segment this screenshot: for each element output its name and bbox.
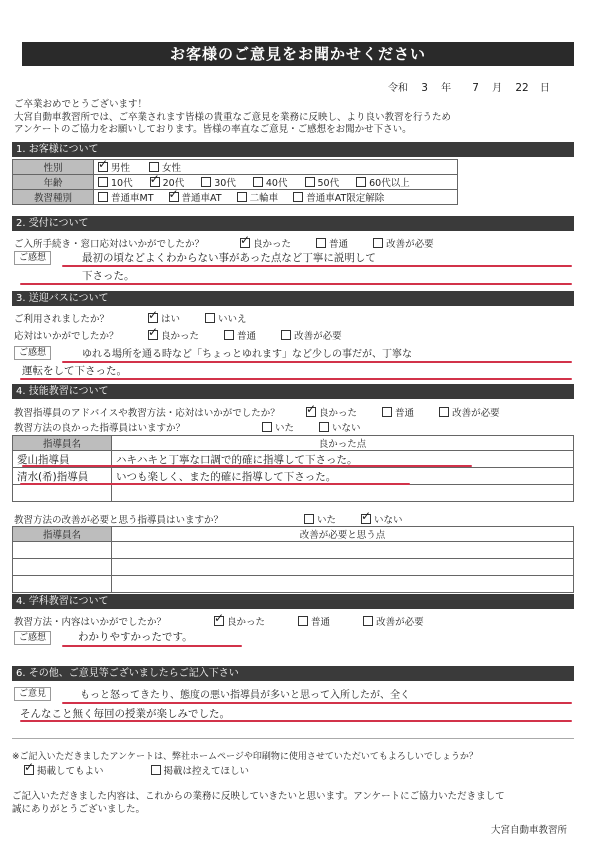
checkbox[interactable] [151, 765, 161, 775]
option-label: 普通 [329, 239, 349, 250]
section-bus-header: 3. 送迎バスについて [12, 291, 574, 306]
bus-use-question: ご利用されましたか？ [14, 314, 110, 325]
table-row-point [112, 542, 574, 559]
table-row-name [13, 576, 112, 593]
underline [62, 361, 572, 363]
option-label: いない [332, 423, 361, 434]
good-instructor-question: 教習方法の良かった指導員はいますか？ [14, 423, 186, 434]
option-label: 男性 [111, 163, 131, 174]
underline [20, 720, 572, 722]
improve-instructor-options [304, 512, 403, 526]
date-year-unit: 年 [441, 83, 452, 94]
table-row-name [13, 542, 112, 559]
option-label: 60代以上 [369, 178, 410, 189]
checkbox[interactable] [361, 514, 371, 524]
checkbox[interactable] [98, 162, 108, 172]
checkbox[interactable] [293, 192, 303, 202]
checkbox[interactable] [148, 330, 158, 340]
checkbox[interactable] [298, 616, 308, 626]
table-row-name [13, 468, 112, 485]
checkbox[interactable] [356, 177, 366, 187]
checkbox[interactable] [240, 238, 250, 248]
option-label: 普通車MT [111, 193, 154, 204]
reception-question: ご入所手続き・窓口応対はいかがでしたか？ [14, 239, 205, 250]
closing-line: ご記入いただきました内容は、これからの業務に反映していきたいと思います。アンケートにご協力いただきまして [12, 791, 505, 802]
checkbox[interactable] [169, 192, 179, 202]
date-year: 3 [421, 82, 428, 94]
checkbox[interactable] [382, 407, 392, 417]
date-day: 22 [515, 82, 529, 94]
checkbox[interactable] [439, 407, 449, 417]
checkbox[interactable] [305, 177, 315, 187]
footer-school-name: 大宮自動車教習所 [490, 825, 567, 836]
date-month: 7 [472, 82, 479, 94]
option-label: 50代 [317, 178, 340, 189]
option-label: いない [374, 515, 403, 526]
option-label: 普通 [311, 617, 331, 628]
option-label: 二輪車 [249, 193, 279, 204]
comment-label: ご感想 [14, 346, 51, 360]
comment-label: ご感想 [14, 631, 51, 645]
col-instructor-name: 指導員名 [13, 527, 112, 542]
divider [12, 738, 574, 739]
table-row-name [13, 559, 112, 576]
option-label: 普通車AT限定解除 [306, 193, 385, 204]
col-instructor-name: 指導員名 [13, 436, 112, 451]
checkbox[interactable] [150, 177, 160, 187]
improve-instructor-question: 教習方法の改善が必要と思う指導員はいますか？ [14, 515, 224, 526]
instructor-question: 教習指導員のアドバイスや教習方法・応対はいかがでしたか？ [14, 408, 280, 419]
section-reception-header: 2. 受付について [12, 216, 574, 231]
handwritten-comment: 下さった。 [82, 270, 135, 282]
table-row-point [112, 468, 574, 485]
opinion-label: ご意見 [14, 687, 51, 701]
checkbox[interactable] [205, 313, 215, 323]
customer-info-table [12, 159, 458, 205]
checkbox[interactable] [224, 330, 234, 340]
date-day-unit: 日 [539, 83, 550, 94]
option-label: 改善が必要 [386, 239, 434, 250]
option-label: 良かった [227, 617, 266, 628]
date-line [388, 79, 550, 94]
option-label: 普通 [395, 408, 415, 419]
closing-line: 誠にありがとうございました。 [12, 803, 146, 815]
option-label: 10代 [111, 178, 133, 189]
checkbox[interactable] [304, 514, 314, 524]
reception-options [240, 236, 434, 250]
option-label: いいえ [218, 314, 247, 325]
underline [20, 283, 572, 285]
checkbox[interactable] [306, 407, 316, 417]
option-label: 良かった [253, 239, 292, 250]
handwritten-comment: そんなこと無く毎回の授業が楽しみでした。 [20, 708, 230, 720]
section-driving-header: 4. 技能教習について [12, 384, 574, 399]
checkbox[interactable] [201, 177, 211, 187]
handwritten-comment: わかりやすかったです。 [78, 631, 193, 643]
checkbox[interactable] [262, 422, 272, 432]
age-label: 年齢 [13, 175, 94, 190]
handwritten-point: ハキハキと丁寧な口調で的確に指導して下さった。 [116, 453, 358, 466]
checkbox[interactable] [373, 238, 383, 248]
section-other-header: 6. その他、ご意見等ございましたらご記入下さい [12, 666, 574, 681]
intro-line: 大宮自動車教習所では、ご卒業されます皆様の貴重なご意見を業務に反映し、より良い教習を行うため [14, 111, 452, 123]
gender-label: 性別 [13, 160, 94, 175]
option-label: 普通車AT [181, 193, 222, 204]
option-label: 改善が必要 [452, 408, 500, 419]
form-title: お客様のご意見をお聞かせください [22, 42, 574, 66]
lecture-question: 教習方法・内容はいかがでしたか？ [14, 617, 167, 628]
comment-label: ご感想 [14, 251, 51, 265]
checkbox[interactable] [253, 177, 263, 187]
option-label: 良かった [319, 408, 358, 419]
closing-text [12, 791, 505, 816]
option-label: 改善が必要 [376, 617, 424, 628]
option-label: 掲載は控えてほしい [163, 766, 250, 777]
option-label: 良かった [161, 331, 200, 342]
bus-use-options [148, 311, 247, 325]
consent-question: ※ご記入いただきましたアンケートは、弊社ホームページや印刷物に使用させていただいてもよろしいでしょうか？ [12, 752, 478, 762]
gender-options [94, 160, 458, 175]
section-lecture-header: 4. 学科教習について [12, 594, 574, 609]
good-instructor-options [262, 420, 361, 434]
option-label: 普通 [237, 331, 257, 342]
good-instructor-table [12, 435, 574, 502]
option-label: いた [317, 515, 337, 526]
option-label: 改善が必要 [294, 331, 342, 342]
intro-line: アンケートのご協力をお願いしております。皆様の率直なご意見・ご感想をお聞かせ下さい。 [14, 124, 412, 135]
option-label: 女性 [162, 163, 182, 174]
table-row-point [112, 559, 574, 576]
table-row-point [112, 576, 574, 593]
handwritten-comment: もっと怒ってきたり、態度の悪い指導員が多いと思って入所したが、全く [80, 690, 410, 701]
checkbox[interactable] [214, 616, 224, 626]
checkbox[interactable] [237, 192, 247, 202]
option-label: 30代 [214, 178, 236, 189]
underline [62, 265, 572, 267]
checkbox[interactable] [319, 422, 329, 432]
option-label: 掲載してもよい [37, 766, 104, 777]
checkbox[interactable] [148, 313, 158, 323]
underline [20, 483, 410, 485]
handwritten-point: いつも楽しく、また的確に指導して下さった。 [116, 470, 337, 483]
handwritten-comment: ゆれる場所を通る時など「ちょっとゆれます」など少しの事だが、丁寧な [82, 349, 412, 360]
consent-options [24, 763, 249, 777]
instructor-options [306, 405, 500, 419]
improve-instructor-table [12, 526, 574, 593]
section-customer-header: 1. お客様について [12, 142, 574, 157]
checkbox[interactable] [281, 330, 291, 340]
option-label: はい [161, 314, 181, 325]
option-label: 20代 [162, 178, 185, 189]
bus-service-question: 応対はいかがでしたか？ [14, 331, 119, 342]
handwritten-name: 清水(希)指導員 [17, 470, 89, 483]
handwritten-comment: 最初の頃などよくわからない事があった点など丁寧に説明して [82, 252, 376, 264]
intro-text [14, 99, 451, 137]
checkbox[interactable] [149, 162, 159, 172]
checkbox[interactable] [98, 177, 108, 187]
underline [62, 702, 572, 704]
option-label: 40代 [265, 178, 288, 189]
age-options [94, 175, 458, 190]
underline [22, 465, 472, 467]
checkbox[interactable] [316, 238, 326, 248]
underline [62, 645, 242, 647]
checkbox[interactable] [98, 192, 108, 202]
lecture-options [214, 614, 424, 628]
course-label: 教習種別 [13, 190, 94, 205]
checkbox[interactable] [363, 616, 373, 626]
col-good-point: 良かった点 [112, 436, 574, 451]
table-row-point [112, 485, 574, 502]
underline [20, 378, 572, 380]
handwritten-comment: 運転をして下さった。 [22, 365, 127, 377]
handwritten-name: 愛山指導員 [17, 453, 70, 466]
course-options [94, 190, 458, 205]
checkbox[interactable] [24, 765, 34, 775]
table-row-name [13, 485, 112, 502]
date-month-unit: 月 [492, 83, 503, 94]
option-label: いた [275, 423, 295, 434]
bus-service-options [148, 328, 342, 342]
col-improve-point: 改善が必要と思う点 [112, 527, 574, 542]
intro-line: ご卒業おめでとうございます！ [14, 99, 148, 110]
date-era: 令和 [388, 83, 408, 94]
